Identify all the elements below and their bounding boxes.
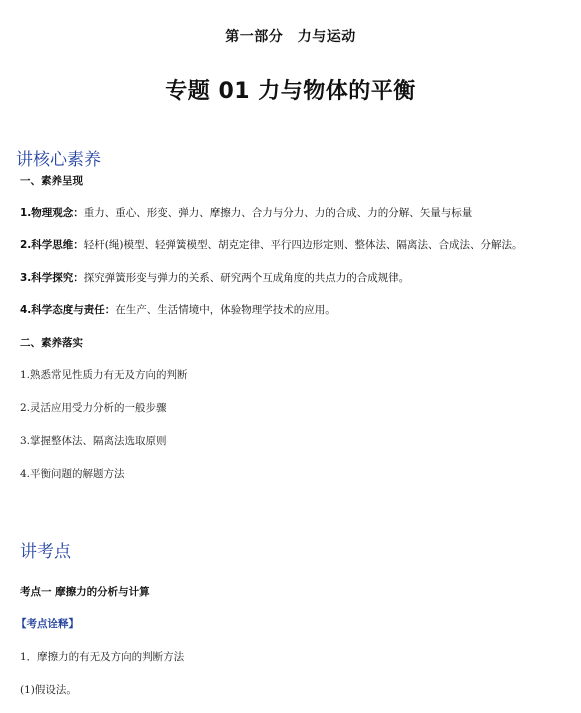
core-literacy-heading: 讲核心素养	[16, 150, 101, 170]
literacy-item-label: 2.科学思维：	[20, 239, 84, 251]
exam-point-title: 考点一 摩擦力的分析与计算	[20, 586, 150, 598]
implementation-point: 2.灵活应用受力分析的一般步骤	[20, 402, 167, 414]
explanation-line: 1．摩擦力的有无及方向的判断方法	[20, 651, 185, 663]
literacy-item-text: 探究弹簧形变与弹力的关系、研究两个互成角度的共点力的合成规律。	[83, 272, 410, 284]
literacy-item-label: 1.物理观念：	[20, 207, 84, 219]
explanation-line: (1)假设法。	[20, 684, 77, 696]
literacy-item-attitude-responsibility	[20, 302, 336, 317]
literacy-implementation-subheading: 二、素养落实	[20, 337, 83, 349]
literacy-item-scientific-inquiry	[20, 270, 409, 285]
part-title: 第一部分 力与运动	[225, 29, 356, 45]
exam-points-heading: 讲考点	[20, 542, 71, 562]
literacy-item-text: 在生产、生活情境中，体验物理学技术的应用。	[115, 304, 336, 316]
main-title: 专题 01 力与物体的平衡	[165, 79, 416, 104]
literacy-item-label: 3.科学探究：	[20, 272, 84, 284]
literacy-item-physics-concept	[20, 205, 472, 220]
literacy-item-text: 轻杆(绳)模型、轻弹簧模型、胡克定律、平行四边形定则、整体法、隔离法、合成法、分解法。	[83, 239, 523, 251]
implementation-point: 1.熟悉常见性质力有无及方向的判断	[20, 369, 188, 381]
exam-point-explanation-label: 【考点诠释】	[16, 618, 79, 630]
literacy-presentation-subheading: 一、素养呈现	[20, 175, 83, 187]
implementation-point: 3.掌握整体法、隔离法选取原则	[20, 435, 167, 447]
literacy-item-text: 重力、重心、形变、弹力、摩擦力、合力与分力、力的合成、力的分解、矢量与标量	[83, 207, 473, 219]
literacy-item-label: 4.科学态度与责任：	[20, 304, 116, 316]
literacy-item-scientific-thinking	[20, 237, 523, 252]
implementation-point: 4.平衡问题的解题方法	[20, 468, 125, 480]
